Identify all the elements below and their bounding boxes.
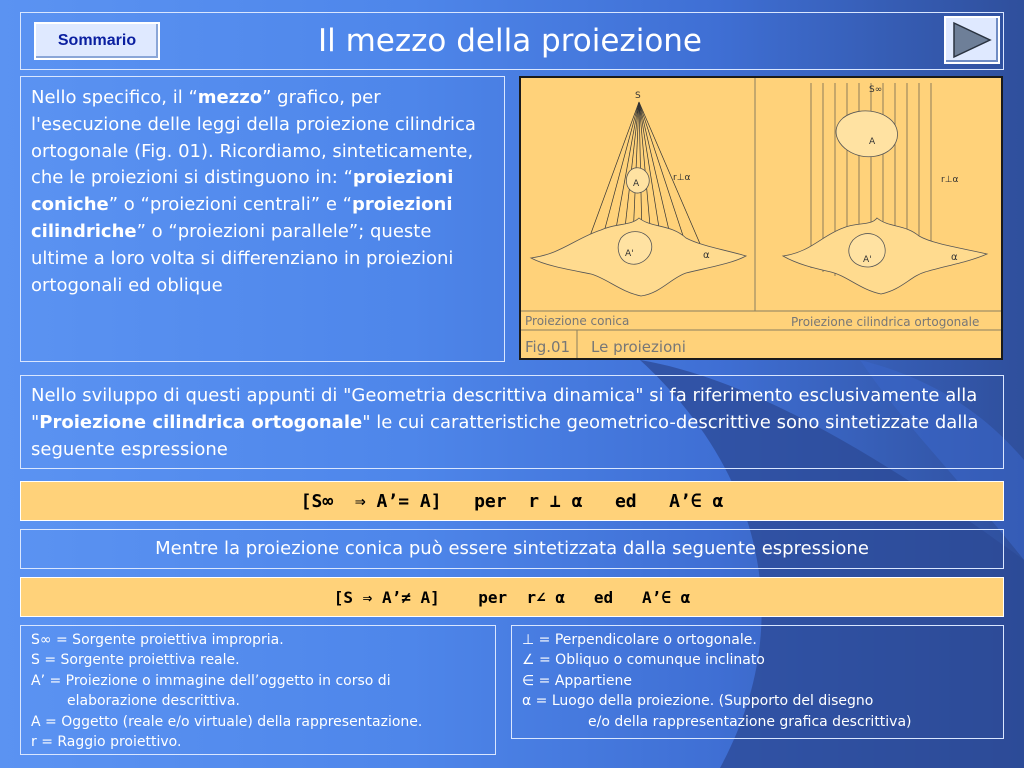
- caption-conic: Proiezione conica: [525, 314, 630, 328]
- fig-number: Fig.01: [525, 338, 571, 356]
- legend-item: ∠ = Obliquo o comunque inclinato: [522, 652, 765, 669]
- legend-symbols-right: [511, 625, 1004, 739]
- sommario-button[interactable]: Sommario: [34, 22, 160, 60]
- label-alpha-cyl: α: [951, 252, 958, 263]
- dev-text-1: Nello sviluppo di questi appunti di "Geometria descrittiva dinamica" si fa riferimento esclusivamente alla ": [31, 385, 978, 433]
- label-a-prime-cyl: A': [863, 255, 872, 265]
- legend-item: ∈ = Appartiene: [522, 672, 632, 689]
- label-alpha-conic: α: [703, 250, 710, 261]
- label-s: S: [635, 91, 641, 101]
- intro-text-2: ” grafico, per l'esecuzione delle leggi della proiezione cilindrica ortogonale (Fig. 01). Ricordiamo, sinteticamente, che le proiezioni si distinguono in: “: [31, 87, 476, 189]
- legend-item: A’ = Proiezione o immagine dell’oggetto in corso di: [31, 672, 391, 689]
- intro-text-4: ” o “proiezioni parallele”; queste ultime a loro volta si differenziano in proiezioni ortogonali ed oblique: [31, 220, 454, 296]
- dev-bold: Proiezione cilindrica ortogonale: [39, 412, 363, 433]
- label-a-conic: A: [633, 179, 640, 189]
- conic-intro-text: Mentre la proiezione conica può essere sintetizzata dalla seguente espressione: [20, 529, 1004, 569]
- label-s-inf: S∞: [869, 85, 883, 95]
- label-r-cyl: r⊥α: [941, 175, 959, 185]
- legend-symbols-left: [20, 625, 496, 755]
- intro-text-1: Nello specifico, il “: [31, 87, 198, 108]
- next-slide-button[interactable]: [944, 16, 1000, 64]
- label-a-prime-conic: A': [625, 249, 634, 259]
- intro-bold-coniche: proiezioni coniche: [31, 167, 454, 216]
- intro-text-3: ” o “proiezioni centrali” e “: [108, 194, 352, 216]
- legend-item: S = Sorgente proiettiva reale.: [31, 652, 240, 669]
- legend-item: S∞ = Sorgente proiettiva impropria.: [31, 632, 284, 648]
- formula-orthogonal: [S∞ ⇒ A’= A] per r ⊥ α ed A’∈ α: [20, 481, 1004, 521]
- play-arrow-icon: [946, 18, 998, 62]
- fig-title: Le proiezioni: [591, 338, 686, 356]
- label-r-conic: r⊥α: [673, 173, 691, 183]
- projections-drawing: [521, 78, 1001, 358]
- legend-item: r = Raggio proiettivo.: [31, 734, 182, 751]
- intro-bold-mezzo: mezzo: [197, 87, 263, 108]
- label-a-cyl: A: [869, 137, 876, 147]
- page-title: Il mezzo della proiezione: [317, 23, 703, 59]
- intro-bold-cilindriche: proiezioni cilindriche: [31, 194, 453, 242]
- legend-item: A = Oggetto (reale e/o virtuale) della rappresentazione.: [31, 713, 423, 730]
- caption-cylindrical: Proiezione cilindrica ortogonale: [791, 315, 980, 329]
- legend-item-continued: e/o della rappresentazione grafica descrittiva): [588, 713, 912, 730]
- development-paragraph: [20, 375, 1004, 469]
- figure-projections: [519, 76, 1003, 360]
- legend-item-continued: elaborazione descrittiva.: [67, 693, 240, 710]
- legend-item: ⊥ = Perpendicolare o ortogonale.: [522, 632, 757, 648]
- legend-item: α = Luogo della proiezione. (Supporto del disegno: [522, 693, 874, 710]
- intro-paragraph: [20, 76, 505, 362]
- formula-conic: [S ⇒ A’≠ A] per r∠ α ed A’∈ α: [20, 577, 1004, 617]
- dev-text-2: " le cui caratteristiche geometrico-descrittive sono sintetizzate dalla seguente espressione: [31, 412, 979, 460]
